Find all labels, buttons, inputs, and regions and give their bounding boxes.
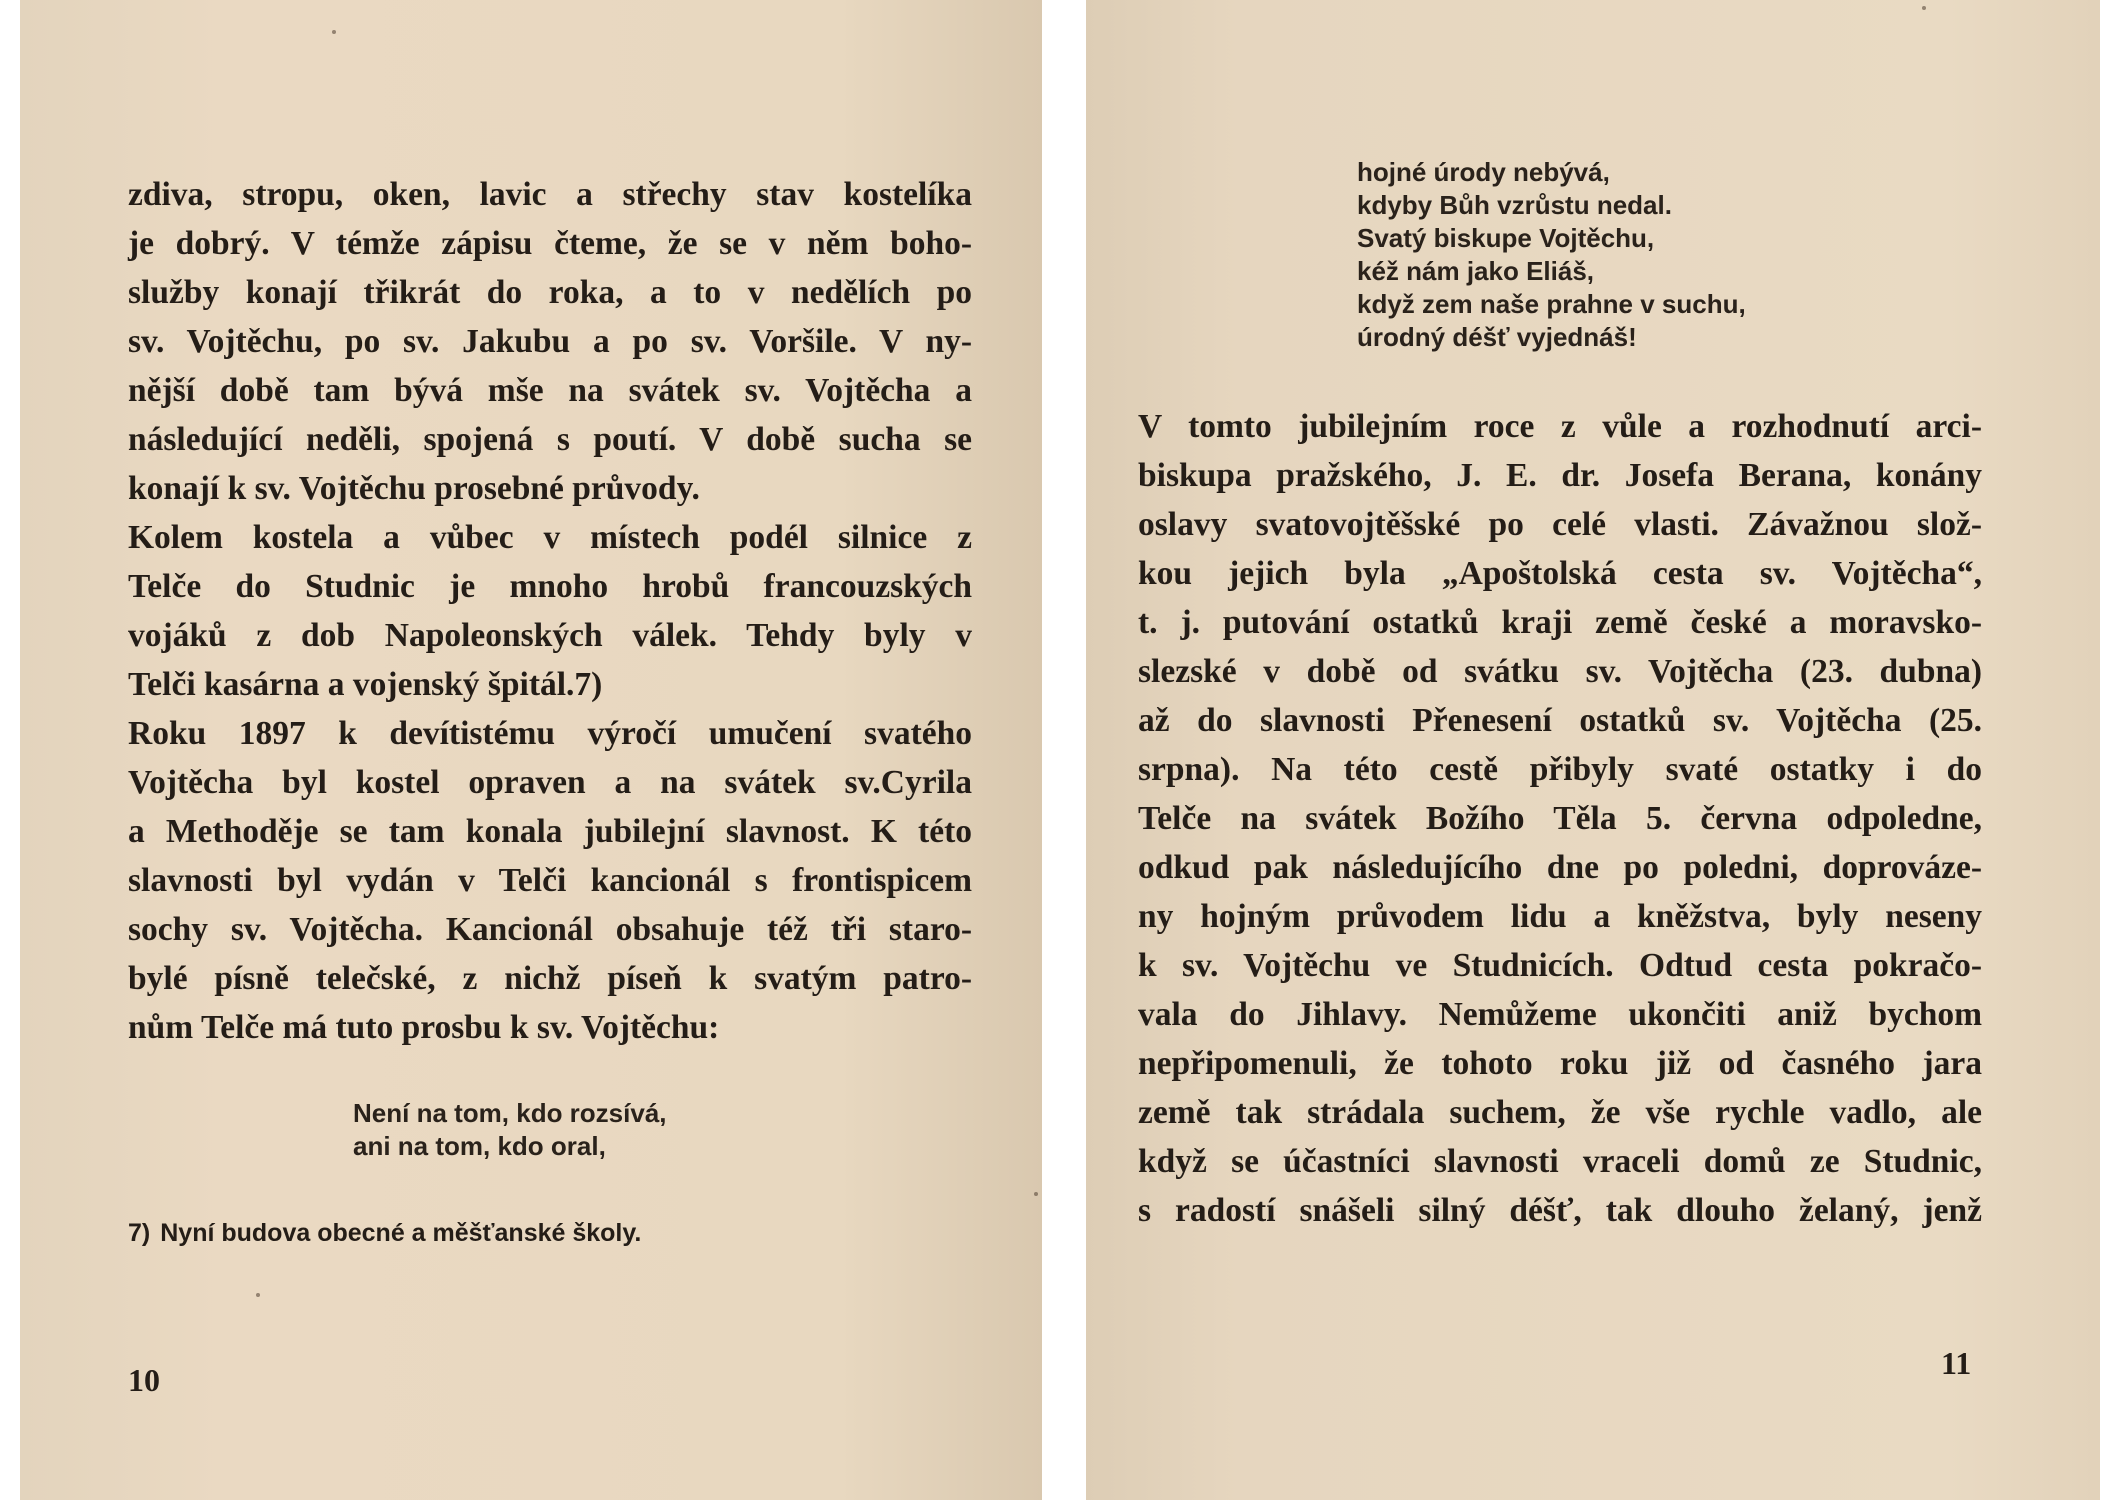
book-gutter	[1042, 0, 1086, 1500]
text-line: vala do Jihlavy. Nemůžeme ukončiti aniž bychom	[1138, 996, 1982, 1033]
text-line: země tak strádala suchem, že vše rychle vadlo, ale	[1138, 1094, 1982, 1131]
text-line: t. j. putování ostatků kraji země české a moravsko-	[1138, 604, 1982, 641]
text-line: když se účastníci slavnosti vraceli domů ze Studnic,	[1138, 1143, 1982, 1180]
text-line: srpna). Na této cestě přibyly svaté ostatky i do	[1138, 751, 1982, 788]
text-line: zdiva, stropu, oken, lavic a střechy stav kostelíka	[128, 176, 972, 213]
text-line: odkud pak následujícího dne po poledni, doprovázе-	[1138, 849, 1982, 886]
text-line: nější době tam bývá mše na svátek sv. Vojtěcha a	[128, 372, 972, 409]
text-line: Roku 1897 k devítistému výročí umučení svatého	[128, 715, 972, 752]
text-line: a Methoděje se tam konala jubilejní slavnost. K této	[128, 813, 972, 850]
right-page-poem	[1357, 156, 1746, 354]
poem-line: když zem naše prahne v suchu,	[1357, 289, 1746, 319]
text-line: až do slavnosti Přenesení ostatků sv. Vojtěcha (25.	[1138, 702, 1982, 739]
text-line: Telči kasárna a vojenský špitál.7)	[128, 666, 603, 703]
text-line: je dobrý. V témže zápisu čteme, že se v něm boho-	[128, 225, 972, 262]
text-line: oslavy svatovojtěšské po celé vlasti. Závažnou slož-	[1138, 506, 1982, 543]
poem-line: kdyby Bůh vzrůstu nedal.	[1357, 190, 1672, 220]
text-line: Kolem kostela a vůbec v místech podél silnice z	[128, 519, 972, 556]
text-line: V tomto jubilejním roce z vůle a rozhodnutí arci-	[1138, 408, 1982, 445]
poem-line: kéž nám jako Eliáš,	[1357, 256, 1595, 286]
poem-line: Svatý biskupe Vojtěchu,	[1357, 223, 1655, 253]
paper-speck	[1922, 6, 1926, 10]
poem-line: úrodný déšť vyjednáš!	[1357, 322, 1637, 352]
text-line: k sv. Vojtěchu ve Studnicích. Odtud cesta pokračo-	[1138, 947, 1982, 984]
paper-speck	[256, 1293, 260, 1297]
left-page-poem	[353, 1097, 667, 1163]
page-number-left: 10	[128, 1362, 160, 1398]
text-line: biskupa pražského, J. E. dr. Josefa Berana, konány	[1138, 457, 1982, 494]
paper-speck	[332, 30, 336, 34]
text-line: slavnosti byl vydán v Telči kancionál s frontispicem	[128, 862, 972, 899]
footnote-text: Nyní budova obecné a měšťanské školy.	[160, 1219, 642, 1247]
text-line: Telče na svátek Božího Těla 5. června odpoledne,	[1138, 800, 1982, 837]
footnote-mark: 7)	[128, 1219, 151, 1247]
poem-line: hojné úrody nebývá,	[1357, 157, 1610, 187]
text-line: slezské v době od svátku sv. Vojtěcha (23. dubna)	[1138, 653, 1982, 690]
text-line: sochy sv. Vojtěcha. Kancionál obsahuje též tři staro-	[128, 911, 972, 948]
footnote	[128, 1219, 641, 1248]
text-line: bylé písně telečské, z nichž píseň k svatým patro-	[128, 960, 972, 997]
text-line: nepřipomenuli, že tohoto roku již od časného jara	[1138, 1045, 1982, 1082]
poem-line: ani na tom, kdo oral,	[353, 1131, 606, 1161]
text-line: ny hojným průvodem lidu a kněžstva, byly neseny	[1138, 898, 1982, 935]
right-page-body-text	[1138, 402, 1982, 1235]
text-line: konají k sv. Vojtěchu prosebné průvody.	[128, 470, 700, 507]
text-line: následující neděli, spojená s poutí. V době sucha se	[128, 421, 972, 458]
text-line: kou jejich byla „Apoštolská cesta sv. Vojtěcha“,	[1138, 555, 1982, 592]
text-line: Vojtěcha byl kostel opraven a na svátek sv.Cyrila	[128, 764, 972, 801]
text-line: nům Telče má tuto prosbu k sv. Vojtěchu:	[128, 1009, 720, 1046]
text-line: služby konají třikrát do roka, a to v nedělích po	[128, 274, 972, 311]
page-number-right: 11	[1941, 1345, 1972, 1381]
text-line: sv. Vojtěchu, po sv. Jakubu a po sv. Voršile. V ny-	[128, 323, 972, 360]
text-line: vojáků z dob Napoleonských válek. Tehdy byly v	[128, 617, 972, 654]
poem-line: Není na tom, kdo rozsívá,	[353, 1098, 667, 1128]
text-line: Telče do Studnic je mnoho hrobů francouzských	[128, 568, 972, 605]
left-page-body-text	[128, 170, 972, 1052]
paper-speck	[1034, 1192, 1038, 1196]
text-line: s radostí snášeli silný déšť, tak dlouho želaný, jenž	[1138, 1192, 1982, 1229]
